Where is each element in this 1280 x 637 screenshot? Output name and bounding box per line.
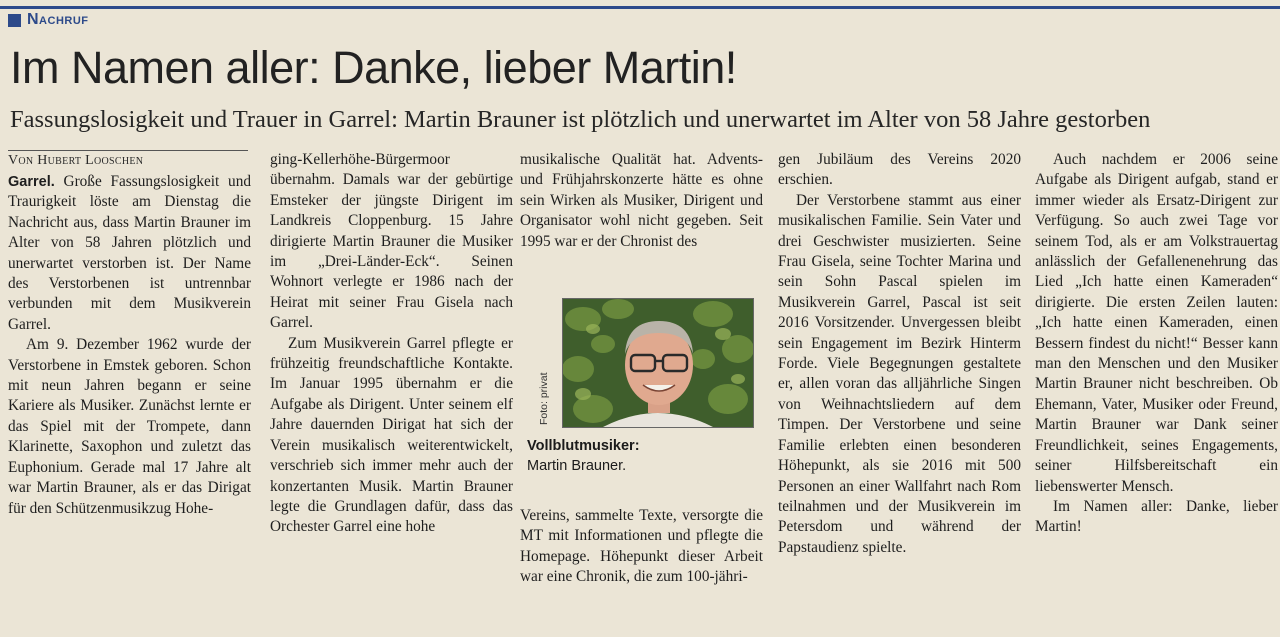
section-title: Nachruf [27,11,89,28]
caption-title: Vollblutmusiker: [527,438,640,454]
paragraph: Der Verstorbene stammt aus einer musikalischen Familie. Sein Vater und drei Geschwister musizierten. Seine Frau Gisela, seine Tochter Marina und sein Sohn Pascal spielen im Musikverein Garrel, Pascal ist seit 2016 Vorsitzender. Unvergessen bleibt sein Engagement im Bezirk Hinterm Forde. Viele Begegnungen gestaltete er, allen voran das alljährliche Singen von Weihnachtsliedern auf dem Timpen. Der Verstorbene und seine Familie erlebten einen besonderen Höhepunkt, als sie 2016 mit 500 Personen an einer Wallfahrt nach Rom teilnahmen und der Musikverein im Petersdom und während der Papstaudienz spielte. [778,191,1021,556]
article-column-2 [270,150,513,538]
byline: Von Hubert Looschen [8,153,144,168]
caption-text: Martin Brauner. [527,458,627,474]
article-column-3-bottom [520,506,763,588]
portrait-photo [562,298,754,428]
headline: Im Namen aller: Danke, lieber Martin! [10,42,737,93]
paragraph: gen Jubiläum des Vereins 2020 erschien. [778,151,1021,189]
top-rule [0,6,1280,9]
subheadline: Fassungslosigkeit und Trauer in Garrel: Martin Brauner ist plötzlich und unerwartet im Alter von 58 Jahre gestorben [10,106,1151,133]
article-column-3-top [520,150,763,252]
paragraph: Zum Musikverein Garrel pflegte er frühzeitig freundschaftliche Kontakte. Im Januar 1995 übernahm er die Aufgabe als Dirigent. Unter seinem elf Jahre dauernden Dirigat hat sich der Verein musikalisch weiterentwickelt, verschrieb sich immer mehr auch der konzertanten Musik. Martin Brauner legte die Grundlagen dafür, dass das Orchester Garrel eine hohe [270,334,513,536]
paragraph: Auch nachdem er 2006 seine Aufgabe als Dirigent aufgab, stand er immer wieder als Ersatz-Dirigent zur Verfügung. So auch zwei Tage vor seinem Tod, als er am Volkstrauertag anlässlich der Gefallenenehrung das Lied „Ich hatte einen Kameraden“ dirigierte. Die ersten Zeilen lauten: „Ich hatte einen Kameraden, einen Bessern findest du nicht!“ Besser kann man den Menschen und den Musiker Martin Brauner nicht beschreiben. Ob Ehemann, Vater, Musiker oder Freund, Martin Brauner war Dank seiner Freundlichkeit, seines Engagements, seiner Hilfsbereitschaft ein liebenswerter Mensch. [1035,151,1278,495]
paragraph: Vereins, sammelte Texte, versorgte die MT mit Informationen und pflegte die Homepage. Höhepunkt dieser Arbeit war eine Chronik, die zum 100-jähri- [520,507,763,586]
photo-credit: Foto: privat [538,372,550,425]
dateline: Garrel. [8,174,55,190]
article-column-1 [8,172,251,519]
article-column-5 [1035,150,1278,538]
section-square-icon [8,14,21,27]
photo-caption [527,436,757,476]
paragraph: ging-Kellerhöhe-Bürgermoor übernahm. Damals war der gebürtige Emsteker der jüngste Dirigent im Landkreis Cloppenburg. 15 Jahre dirigierte Martin Brauner die Musiker im „Drei-Länder-Eck“. Seinen Wohnort verlegte er 1986 nach der Heirat mit seiner Frau Gisela nach Garrel. [270,151,513,332]
portrait-image [563,299,753,427]
paragraph: musikalische Qualität hat. Advents- und Frühjahrskonzerte hätte es ohne sein Wirken als Musiker, Dirigent und Organisator wohl nicht gegeben. Seit 1995 war er der Chronist des [520,151,763,250]
closing-paragraph: Im Namen aller: Danke, lieber Martin! [1035,497,1278,536]
section-label [8,10,89,30]
paragraph: Am 9. Dezember 1962 wurde der Verstorbene in Emstek geboren. Schon mit neun Jahren begann er seine Kariere als Musiker. Zunächst lernte er das Spiel mit der Trompete, dann Klarinette, Saxophon und zuletzt das Euphonium. Gerade mal 17 Jahre alt war Martin Brauner, als er das Dirigat für den Schützenmusikzug Hohe- [8,336,251,517]
paragraph-text: Große Fassungslosigkeit und Traurigkeit löste am Dienstag die Nachricht aus, dass Martin Brauner im Alter von 58 Jahren plötzlich und unerwartet verstorben ist. Der Name des Verstorbenen ist untrennbar verbunden mit dem Musikverein Garrel. [8,173,251,333]
paragraph [8,172,251,335]
byline-rule [8,150,248,151]
article-column-4 [778,150,1021,558]
